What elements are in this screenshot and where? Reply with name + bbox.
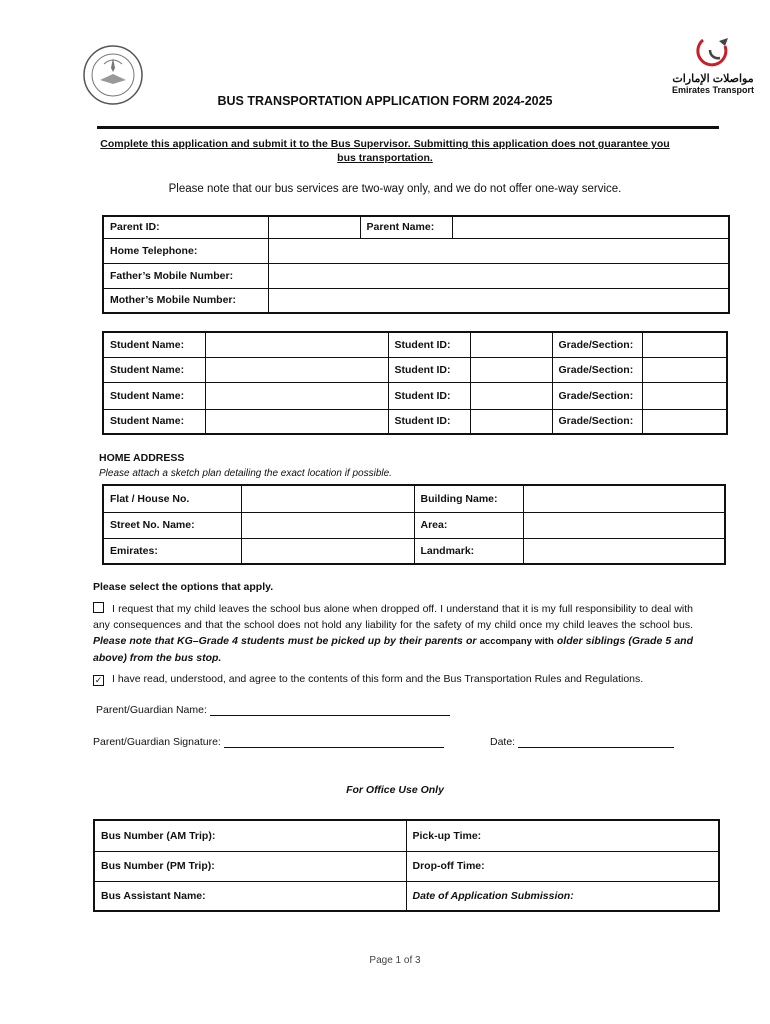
student-name-label: Student Name: — [103, 409, 205, 434]
home-telephone-field[interactable] — [268, 238, 729, 263]
guardian-name-label: Parent/Guardian Name: — [96, 704, 207, 716]
bus-pm-label: Bus Number (PM Trip): — [94, 851, 406, 881]
title-divider — [97, 126, 719, 129]
student-id-label: Student ID: — [388, 332, 470, 357]
agreement-checkbox[interactable]: ✓ — [94, 675, 103, 685]
form-title: BUS TRANSPORTATION APPLICATION FORM 2024-2025 — [217, 94, 553, 108]
mother-mobile-label: Mother’s Mobile Number: — [103, 288, 268, 313]
home-address-heading: HOME ADDRESS — [99, 452, 185, 464]
parent-info-table — [102, 215, 730, 314]
pickup-time-label: Pick-up Time: — [406, 820, 719, 851]
bus-am-label: Bus Number (AM Trip): — [94, 820, 406, 851]
home-telephone-label: Home Telephone: — [103, 238, 268, 263]
landmark-field[interactable] — [523, 538, 725, 564]
grade-section-field[interactable] — [642, 382, 727, 409]
guardian-signature-line[interactable] — [224, 735, 444, 748]
guardian-signature-label: Parent/Guardian Signature: — [93, 736, 221, 748]
office-use-heading: For Office Use Only — [346, 784, 444, 796]
student-info-table — [102, 331, 728, 435]
home-address-note: Please attach a sketch plan detailing the exact location if possible. — [99, 468, 392, 479]
student-name-field[interactable] — [205, 382, 388, 409]
option-agreement — [93, 671, 693, 687]
parent-name-field[interactable] — [452, 216, 729, 238]
unaccompanied-checkbox[interactable] — [93, 602, 104, 613]
date-row — [490, 735, 674, 748]
student-row — [103, 357, 727, 382]
guardian-signature-row — [93, 735, 444, 748]
option2-text: I have read, understood, and agree to the contents of this form and the Bus Transportation Rules and Regulations. — [112, 673, 644, 685]
emirates-field[interactable] — [241, 538, 414, 564]
emirates-transport-logo — [668, 34, 758, 94]
student-id-label: Student ID: — [388, 357, 470, 382]
grade-section-label: Grade/Section: — [552, 382, 642, 409]
grade-section-label: Grade/Section: — [552, 332, 642, 357]
option1-small-text: accompany with — [479, 636, 554, 647]
father-mobile-label: Father’s Mobile Number: — [103, 263, 268, 288]
instructions: Complete this application and submit it to the Bus Supervisor. Submitting this application does not guarantee you bus transportation. — [100, 138, 670, 164]
landmark-label: Landmark: — [414, 538, 523, 564]
parent-id-field[interactable] — [268, 216, 360, 238]
grade-section-field[interactable] — [642, 332, 727, 357]
building-name-label: Building Name: — [414, 485, 523, 512]
student-id-field[interactable] — [470, 409, 552, 434]
student-name-field[interactable] — [205, 332, 388, 357]
street-field[interactable] — [241, 512, 414, 538]
flat-house-label: Flat / House No. — [103, 485, 241, 512]
student-id-label: Student ID: — [388, 382, 470, 409]
option1-bold-text: Please note that KG–Grade 4 students must be picked up by their parents or — [93, 635, 477, 647]
page-number: Page 1 of 3 — [369, 955, 421, 966]
option1-text: I request that my child leaves the school bus alone when dropped off. I understand that it is my full responsibility to deal with any consequences and that the school does not hold any liability for the safety of my child once my child leaves the school bus. — [93, 603, 693, 631]
student-id-label: Student ID: — [388, 409, 470, 434]
logo-arabic-text: مواصلات الإمارات — [672, 73, 754, 85]
guardian-name-line[interactable] — [210, 703, 450, 716]
option-unaccompanied — [93, 601, 693, 666]
student-row — [103, 332, 727, 357]
grade-section-label: Grade/Section: — [552, 409, 642, 434]
student-name-label: Student Name: — [103, 357, 205, 382]
guardian-name-row — [96, 703, 450, 716]
parent-name-label: Parent Name: — [360, 216, 452, 238]
student-row — [103, 409, 727, 434]
submission-date-label: Date of Application Submission: — [406, 881, 719, 911]
service-note: Please note that our bus services are two-way only, and we do not offer one-way service. — [168, 183, 622, 195]
student-name-field[interactable] — [205, 409, 388, 434]
student-name-label: Student Name: — [103, 332, 205, 357]
bus-assistant-label: Bus Assistant Name: — [94, 881, 406, 911]
parent-id-label: Parent ID: — [103, 216, 268, 238]
area-label: Area: — [414, 512, 523, 538]
option1-bold-text-2: older siblings (Grade 5 and above) from the bus stop. — [93, 635, 694, 664]
date-line[interactable] — [518, 735, 674, 748]
emirates-label: Emirates: — [103, 538, 241, 564]
student-id-field[interactable] — [470, 357, 552, 382]
grade-section-field[interactable] — [642, 357, 727, 382]
student-id-field[interactable] — [470, 382, 552, 409]
flat-house-field[interactable] — [241, 485, 414, 512]
street-label: Street No. Name: — [103, 512, 241, 538]
area-field[interactable] — [523, 512, 725, 538]
student-name-field[interactable] — [205, 357, 388, 382]
father-mobile-field[interactable] — [268, 263, 729, 288]
student-row — [103, 382, 727, 409]
date-label: Date: — [490, 736, 516, 748]
logo-english-text: Emirates Transport — [671, 85, 755, 95]
options-heading: Please select the options that apply. — [93, 581, 274, 593]
office-use-table — [93, 819, 720, 912]
student-name-label: Student Name: — [103, 382, 205, 409]
mother-mobile-field[interactable] — [268, 288, 729, 313]
grade-section-label: Grade/Section: — [552, 357, 642, 382]
dropoff-time-label: Drop-off Time: — [406, 851, 719, 881]
building-name-field[interactable] — [523, 485, 725, 512]
grade-section-field[interactable] — [642, 409, 727, 434]
home-address-table — [102, 484, 726, 565]
student-id-field[interactable] — [470, 332, 552, 357]
